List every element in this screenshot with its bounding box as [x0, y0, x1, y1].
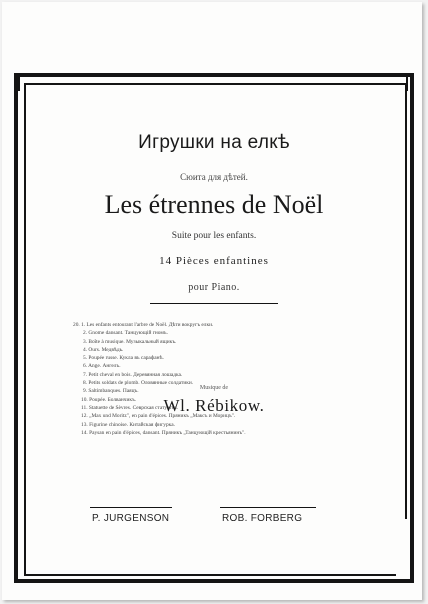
publisher-forberg: ROB. FORBERG: [222, 513, 303, 524]
music-by-label: Musique de: [199, 385, 229, 391]
frame-ornament-right: [406, 77, 408, 91]
list-item: 13. Figurine chinoise. Китайская фигурка.: [81, 421, 175, 428]
frame-rule-top-outer: [14, 73, 414, 77]
subtitle-french: Suite pour les enfants.: [171, 231, 257, 241]
frame-rule-left-inner: [24, 83, 26, 576]
list-item: 14. Paysan en pain d'épices, dansant. Пряникъ „Танцующій крестьянинъ".: [81, 429, 246, 436]
frame-rule-bottom-inner: [24, 574, 396, 576]
list-item: 8. Petits soldats de plomb. Оловянные солдатики.: [83, 380, 194, 387]
score-cover-page: [2, 2, 422, 600]
list-item: 9. Saltimbanques. Паяцъ.: [83, 388, 139, 395]
frame-ornament-left: [18, 77, 20, 91]
list-item: 12. „Max und Moritz", en pain d'épices. Пряникъ „Максъ и Морицъ".: [81, 413, 236, 420]
instrument-line: pour Piano.: [188, 282, 240, 293]
pieces-count: 14 Pièces enfantines: [159, 255, 269, 267]
list-item: 4. Ours. Медвѣдь.: [83, 346, 124, 353]
list-item: 11. Statuette de Sèvres. Севрская статуэтка.: [81, 404, 179, 411]
frame-rule-top-inner: [24, 83, 407, 85]
title-separator-rule: [150, 303, 278, 304]
list-item: 7. Petit cheval en bois. Деревянная лошадка.: [83, 371, 183, 378]
list-item: 5. Poupée russe. Кукла въ сарафанѣ.: [83, 355, 164, 362]
list-item: 3. Boîte à musique. Музыкальный ящикъ.: [83, 338, 177, 345]
publisher-rule-2: [220, 507, 316, 508]
title-russian: Игрушки на елкѣ: [138, 132, 290, 153]
pieces-list: [73, 321, 246, 437]
title-french: Les étrennes de Noël: [104, 190, 324, 219]
publisher-rule-1: [90, 507, 172, 508]
list-item: 20. 1. Les enfants entourant l'arbre de Noël. Дѣти вокругъ елки.: [73, 322, 214, 328]
subtitle-russian: Сюита для дѣтей.: [180, 172, 248, 182]
publisher-jurgenson: P. JURGENSON: [92, 513, 170, 524]
list-item: 10. Poupée. Болванчикъ.: [81, 396, 137, 403]
list-item: 2. Gnome dansant. Танцующій гномъ.: [83, 330, 168, 337]
composer-name: Wl. Rébikow.: [163, 396, 265, 415]
frame-rule-bottom-outer: [14, 579, 414, 583]
list-item: 6. Ange. Ангелъ.: [83, 363, 121, 370]
